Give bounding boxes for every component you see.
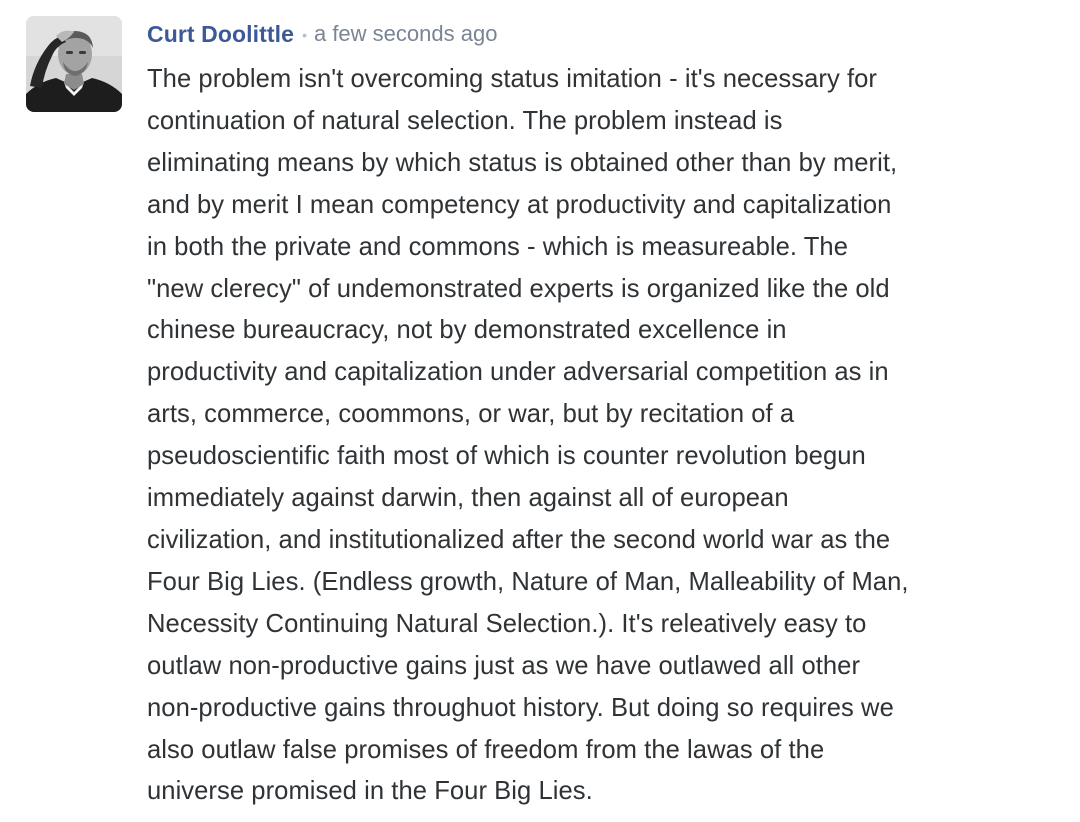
comment-line: outlaw non-productive gains just as we have outlawed all other [147, 651, 861, 680]
comment-line: non-productive gains throughuot history. But doing so requires we [147, 693, 894, 722]
comment-line: civilization, and institutionalized after the second world war as the [147, 525, 891, 554]
comment-body [147, 59, 1062, 813]
comment-line: eliminating means by which status is obtained other than by merit, [147, 148, 898, 177]
comment-line: The problem isn't overcoming status imitation - it's necessary for [147, 65, 877, 93]
comment-line: Necessity Continuing Natural Selection.). It's releatively easy to [147, 609, 867, 638]
comment-line: Four Big Lies. (Endless growth, Nature of Man, Malleability of Man, [147, 567, 909, 596]
comment-line: pseudoscientific faith most of which is counter revolution begun [147, 442, 866, 471]
avatar[interactable] [26, 16, 122, 112]
comment-line: arts, commerce, coommons, or war, but by recitation of a [147, 400, 795, 429]
comment-line: continuation of natural selection. The problem instead is [147, 106, 783, 135]
comment-line: and by merit I mean competency at productivity and capitalization [147, 190, 892, 219]
timestamp[interactable]: a few seconds ago [313, 21, 498, 46]
author-name[interactable]: Curt Doolittle [147, 20, 295, 47]
user-photo-icon [26, 16, 122, 112]
comment-line: productivity and capitalization under adversarial competition as in [147, 358, 889, 387]
comment-line: "new clerecy" of undemonstrated experts is organized like the old [147, 274, 890, 303]
comment-line: chinese bureaucracy, not by demonstrated excellence in [147, 316, 787, 345]
comment-header [147, 17, 497, 51]
separator-dot: • [302, 27, 307, 43]
comment-line: also outlaw false promises of freedom from the lawas of the [147, 735, 825, 764]
comment-line: universe promised in the Four Big Lies. [147, 777, 593, 806]
comment-line: immediately against darwin, then against all of european [147, 484, 789, 513]
comment-line: in both the private and commons - which is measureable. The [147, 232, 848, 261]
